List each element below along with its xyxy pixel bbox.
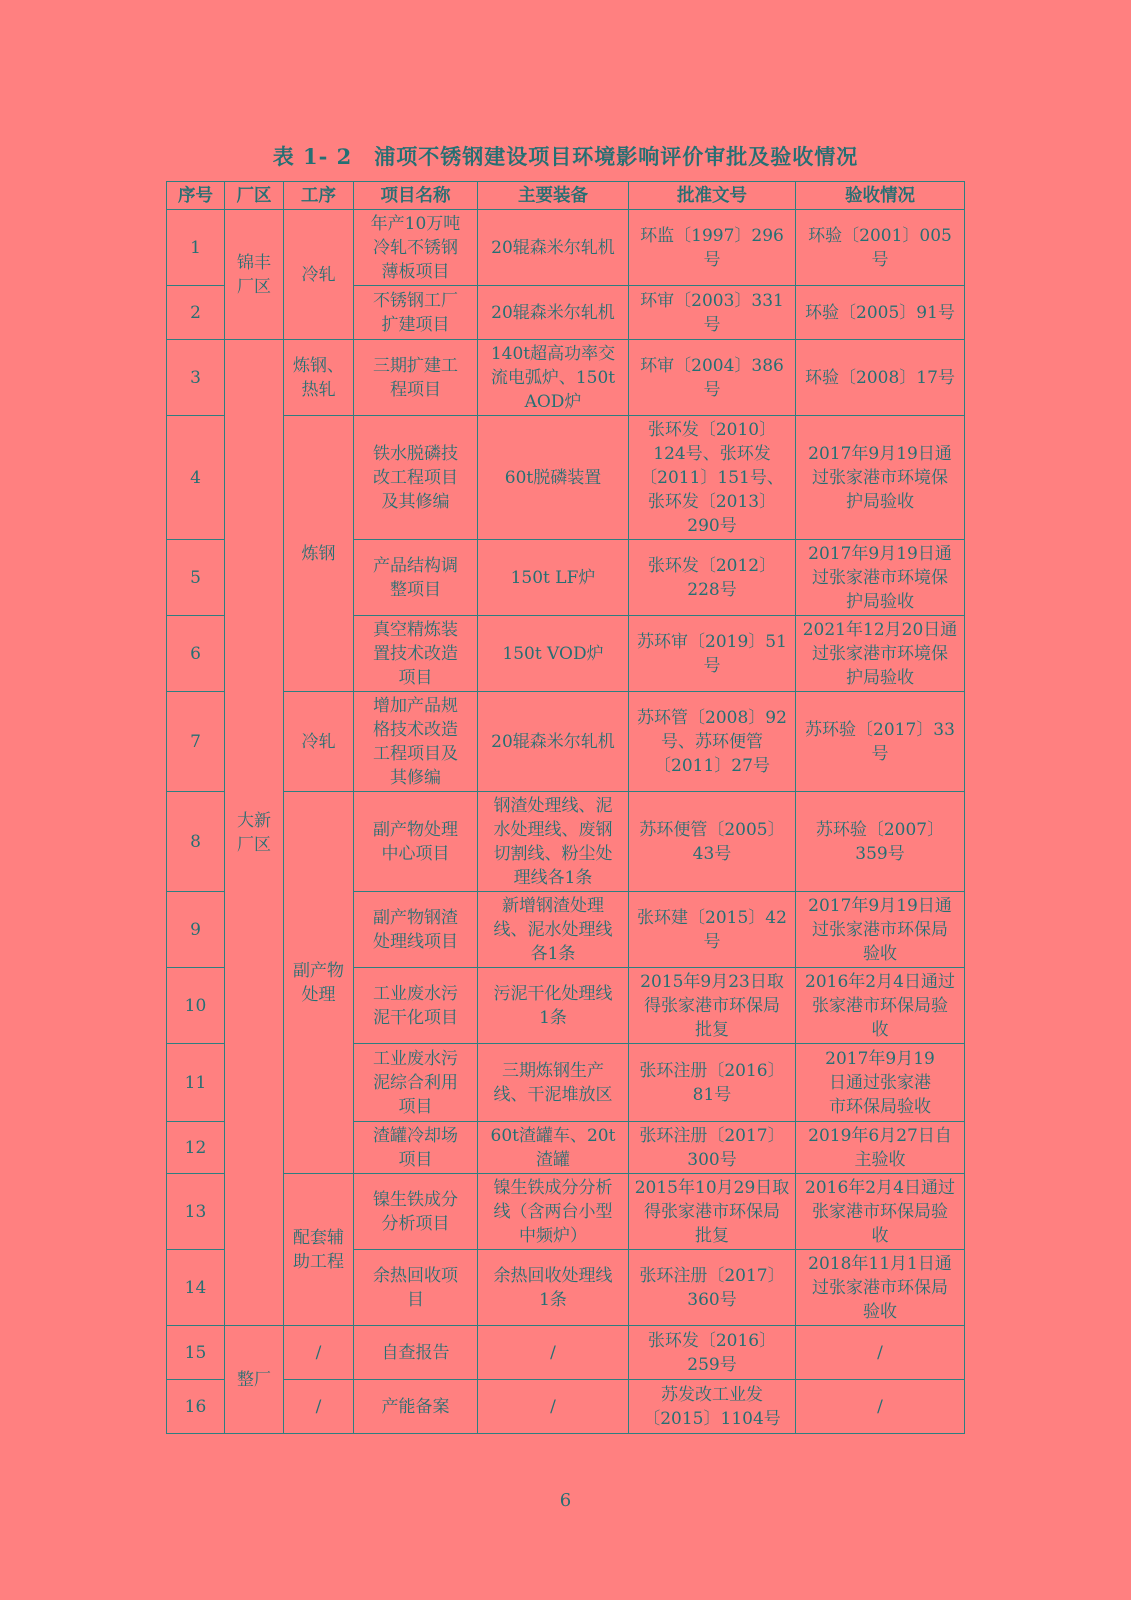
- cell-seq: 16: [167, 1380, 225, 1434]
- header-equipment: 主要装备: [478, 182, 629, 210]
- cell-approval: 张环建〔2015〕42 号: [629, 892, 796, 968]
- cell-seq: 6: [167, 616, 225, 692]
- table-row: [167, 340, 965, 416]
- table-row: [167, 210, 965, 286]
- cell-seq: 1: [167, 210, 225, 286]
- cell-approval: 张环发〔2016〕 259号: [629, 1326, 796, 1380]
- cell-acceptance: 2018年11月1日通 过张家港市环保局 验收: [796, 1250, 965, 1326]
- table-row: [167, 792, 965, 892]
- cell-name: 自查报告: [354, 1326, 478, 1380]
- cell-acceptance: /: [796, 1380, 965, 1434]
- header-acceptance: 验收情况: [796, 182, 965, 210]
- cell-name: 工业废水污 泥干化项目: [354, 968, 478, 1044]
- cell-seq: 12: [167, 1122, 225, 1174]
- table-row: [167, 1380, 965, 1434]
- cell-acceptance: 2017年9月19日通 过张家港市环境保 护局验收: [796, 540, 965, 616]
- cell-process-byproduct: 副产物 处理: [284, 792, 354, 1174]
- cell-acceptance: 苏环验〔2007〕 359号: [796, 792, 965, 892]
- table-row: [167, 1326, 965, 1380]
- header-approval: 批准文号: [629, 182, 796, 210]
- table-header-row: [167, 182, 965, 210]
- cell-approval: 2015年10月29日取 得张家港市环保局 批复: [629, 1174, 796, 1250]
- cell-name: 渣罐冷却场 项目: [354, 1122, 478, 1174]
- cell-equipment: 镍生铁成分分析 线（含两台小型 中频炉）: [478, 1174, 629, 1250]
- cell-zone-whole: 整厂: [225, 1326, 284, 1434]
- table-row: [167, 416, 965, 540]
- cell-process-steel-hot: 炼钢、 热轧: [284, 340, 354, 416]
- page-number: 6: [559, 1490, 572, 1511]
- cell-name: 副产物处理 中心项目: [354, 792, 478, 892]
- cell-acceptance: 2021年12月20日通 过张家港市环境保 护局验收: [796, 616, 965, 692]
- cell-acceptance: 环验〔2005〕91号: [796, 286, 965, 340]
- table-title: 表 1- 2 浦项不锈钢建设项目环境影响评价审批及验收情况: [272, 144, 859, 169]
- cell-approval: 苏环审〔2019〕51 号: [629, 616, 796, 692]
- cell-seq: 8: [167, 792, 225, 892]
- cell-seq: 15: [167, 1326, 225, 1380]
- cell-seq: 3: [167, 340, 225, 416]
- cell-equipment: 新增钢渣处理 线、泥水处理线 各1条: [478, 892, 629, 968]
- cell-equipment: 60t脱磷装置: [478, 416, 629, 540]
- cell-equipment: 余热回收处理线 1条: [478, 1250, 629, 1326]
- cell-equipment: 150t LF炉: [478, 540, 629, 616]
- header-process: 工序: [284, 182, 354, 210]
- cell-approval: 张环发〔2012〕 228号: [629, 540, 796, 616]
- cell-seq: 11: [167, 1044, 225, 1122]
- cell-acceptance: 2019年6月27日自 主验收: [796, 1122, 965, 1174]
- cell-name: 副产物钢渣 处理线项目: [354, 892, 478, 968]
- cell-acceptance: 2017年9月19 日通过张家港 市环保局验收: [796, 1044, 965, 1122]
- cell-approval: 张环发〔2010〕 124号、张环发 〔2011〕151号、 张环发〔2013〕 290号: [629, 416, 796, 540]
- cell-approval: 张环注册〔2017〕 360号: [629, 1250, 796, 1326]
- cell-process-steelmaking: 炼钢: [284, 416, 354, 692]
- cell-equipment: 60t渣罐车、20t 渣罐: [478, 1122, 629, 1174]
- cell-equipment: 污泥干化处理线 1条: [478, 968, 629, 1044]
- cell-acceptance: 环验〔2001〕005 号: [796, 210, 965, 286]
- cell-seq: 10: [167, 968, 225, 1044]
- cell-approval: 环审〔2004〕386 号: [629, 340, 796, 416]
- cell-seq: 5: [167, 540, 225, 616]
- cell-process: /: [284, 1380, 354, 1434]
- cell-process: /: [284, 1326, 354, 1380]
- cell-equipment: 20辊森米尔轧机: [478, 692, 629, 792]
- cell-name: 产能备案: [354, 1380, 478, 1434]
- cell-name: 余热回收项 目: [354, 1250, 478, 1326]
- cell-seq: 9: [167, 892, 225, 968]
- cell-seq: 14: [167, 1250, 225, 1326]
- cell-acceptance: 2016年2月4日通过 张家港市环保局验 收: [796, 968, 965, 1044]
- cell-name: 真空精炼装 置技术改造 项目: [354, 616, 478, 692]
- cell-acceptance: 2017年9月19日通 过张家港市环保局 验收: [796, 892, 965, 968]
- cell-seq: 13: [167, 1174, 225, 1250]
- header-zone: 厂区: [225, 182, 284, 210]
- cell-approval: 2015年9月23日取 得张家港市环保局 批复: [629, 968, 796, 1044]
- cell-seq: 7: [167, 692, 225, 792]
- cell-equipment: /: [478, 1326, 629, 1380]
- cell-equipment: 钢渣处理线、泥 水处理线、废钢 切割线、粉尘处 理线各1条: [478, 792, 629, 892]
- cell-equipment: 150t VOD炉: [478, 616, 629, 692]
- cell-approval: 张环注册〔2016〕 81号: [629, 1044, 796, 1122]
- cell-approval: 苏环管〔2008〕92 号、苏环便管 〔2011〕27号: [629, 692, 796, 792]
- cell-name: 镍生铁成分 分析项目: [354, 1174, 478, 1250]
- cell-equipment: 三期炼钢生产 线、干泥堆放区: [478, 1044, 629, 1122]
- cell-zone-daxin: 大新 厂区: [225, 340, 284, 1326]
- table-row: [167, 1174, 965, 1250]
- header-name: 项目名称: [354, 182, 478, 210]
- cell-acceptance: /: [796, 1326, 965, 1380]
- cell-seq: 2: [167, 286, 225, 340]
- cell-process-cold-rolling: 冷轧: [284, 692, 354, 792]
- cell-approval: 环监〔1997〕296 号: [629, 210, 796, 286]
- cell-name: 不锈钢工厂 扩建项目: [354, 286, 478, 340]
- cell-process-auxiliary: 配套辅 助工程: [284, 1174, 354, 1326]
- cell-zone-jinfeng: 锦丰 厂区: [225, 210, 284, 340]
- cell-equipment: 140t超高功率交 流电弧炉、150t AOD炉: [478, 340, 629, 416]
- approval-table: [166, 181, 965, 1434]
- cell-acceptance: 苏环验〔2017〕33 号: [796, 692, 965, 792]
- cell-approval: 苏发改工业发 〔2015〕1104号: [629, 1380, 796, 1434]
- cell-name: 工业废水污 泥综合利用 项目: [354, 1044, 478, 1122]
- cell-equipment: /: [478, 1380, 629, 1434]
- cell-name: 铁水脱磷技 改工程项目 及其修编: [354, 416, 478, 540]
- cell-name: 产品结构调 整项目: [354, 540, 478, 616]
- cell-name: 三期扩建工 程项目: [354, 340, 478, 416]
- cell-approval: 张环注册〔2017〕 300号: [629, 1122, 796, 1174]
- header-seq: 序号: [167, 182, 225, 210]
- cell-seq: 4: [167, 416, 225, 540]
- cell-acceptance: 环验〔2008〕17号: [796, 340, 965, 416]
- cell-equipment: 20辊森米尔轧机: [478, 286, 629, 340]
- cell-name: 年产10万吨 冷轧不锈钢 薄板项目: [354, 210, 478, 286]
- cell-acceptance: 2016年2月4日通过 张家港市环保局验 收: [796, 1174, 965, 1250]
- cell-name: 增加产品规 格技术改造 工程项目及 其修编: [354, 692, 478, 792]
- cell-acceptance: 2017年9月19日通 过张家港市环境保 护局验收: [796, 416, 965, 540]
- cell-equipment: 20辊森米尔轧机: [478, 210, 629, 286]
- cell-approval: 环审〔2003〕331 号: [629, 286, 796, 340]
- cell-approval: 苏环便管〔2005〕 43号: [629, 792, 796, 892]
- table-row: [167, 692, 965, 792]
- cell-process-cold-rolling: 冷轧: [284, 210, 354, 340]
